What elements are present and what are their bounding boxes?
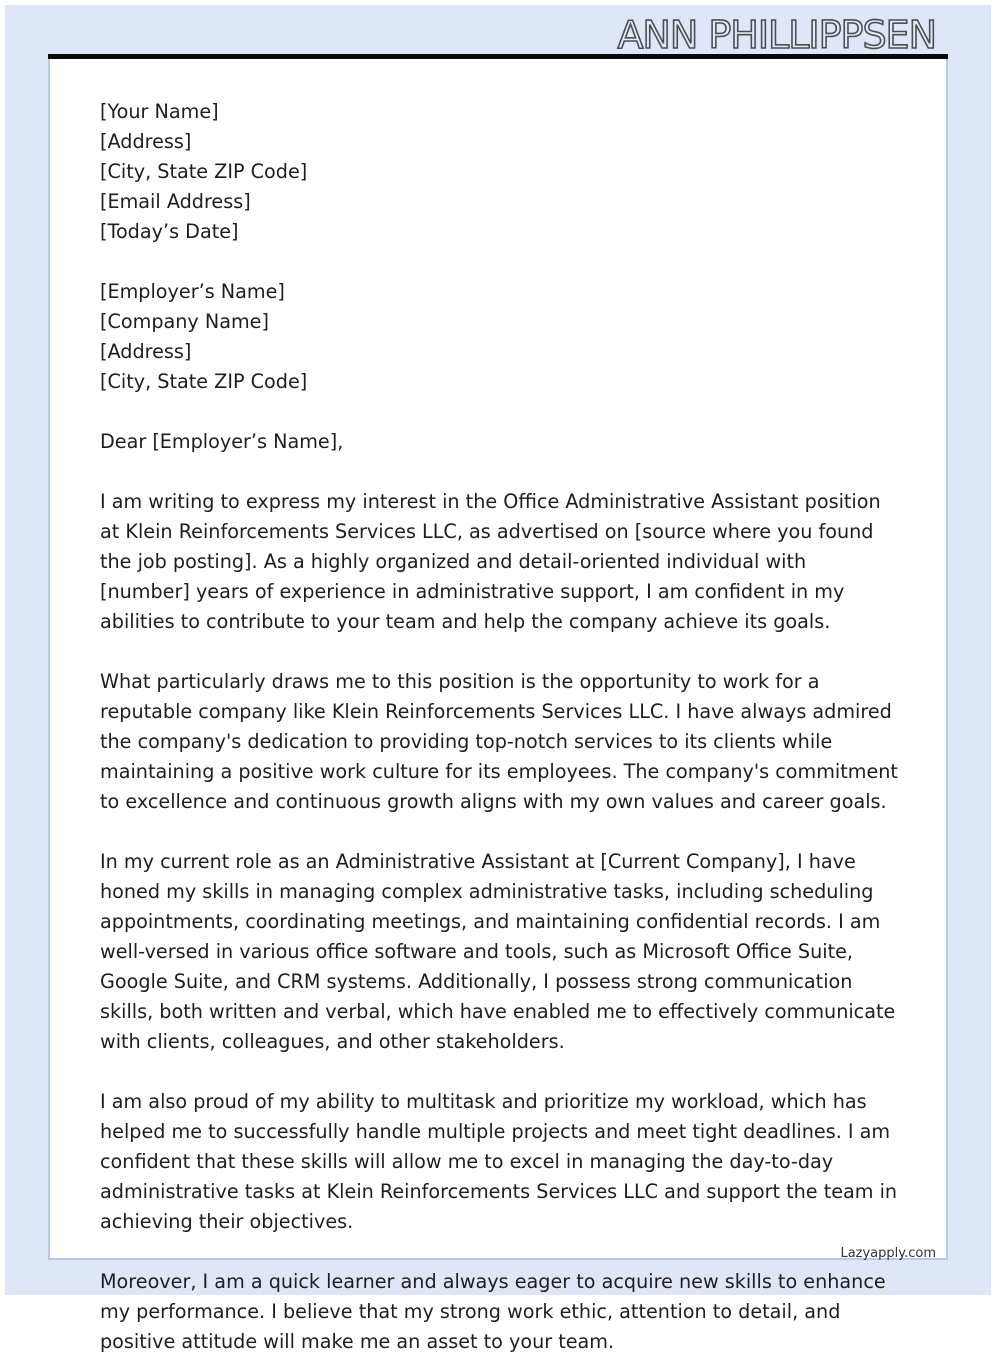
applicant-name-heading: ANN PHILLIPPSEN: [617, 13, 936, 57]
sender-city-state-zip: [City, State ZIP Code]: [100, 160, 308, 183]
watermark-text: Lazyapply.com: [840, 1246, 936, 1261]
recipient-block: [100, 277, 900, 397]
sender-address: [Address]: [100, 130, 192, 153]
recipient-city-state-zip: [City, State ZIP Code]: [100, 370, 308, 393]
body-paragraph: Moreover, I am a quick learner and always eager to acquire new skills to enhance my performance. I believe that my strong work ethic, attention to detail, and positive attitude will make me an asset to your team.: [100, 1270, 886, 1353]
body-paragraph: What particularly draws me to this position is the opportunity to work for a reputable company like Klein Reinforcements Services LLC. I have always admired the company's dedication to providing top-notch services to its clients while maintaining a positive work culture for its employees. The company's commitment to excellence and continuous growth aligns with my own values and career goals.: [100, 670, 898, 813]
recipient-company-name: [Company Name]: [100, 310, 269, 333]
body-paragraph: In my current role as an Administrative Assistant at [Current Company], I have honed my skills in managing complex administrative tasks, including scheduling appointments, coordinating meetings, and maintaining confidential records. I am well-versed in various office software and tools, such as Microsoft Office Suite, Google Suite, and CRM systems. Additionally, I possess strong communication skills, both written and verbal, which have enabled me to effectively communicate with clients, colleagues, and other stakeholders.: [100, 850, 896, 1053]
body-paragraph: I am writing to express my interest in the Office Administrative Assistant position at Klein Reinforcements Services LLC, as advertised on [source where you found the job posting]. As a highly organized and detail-oriented individual with [number] years of experience in administrative support, I am confident in my abilities to contribute to your team and help the company achieve its goals.: [100, 490, 881, 633]
letter-paragraphs: [100, 487, 900, 1357]
salutation: Dear [Employer’s Name],: [100, 430, 344, 453]
letter-date: [Today’s Date]: [100, 220, 239, 243]
sender-name: [Your Name]: [100, 100, 219, 123]
sender-email: [Email Address]: [100, 190, 251, 213]
cover-letter-body: [100, 97, 900, 1357]
recipient-employer-name: [Employer’s Name]: [100, 280, 285, 303]
recipient-address: [Address]: [100, 340, 192, 363]
sender-block: [100, 97, 900, 247]
body-paragraph: I am also proud of my ability to multitask and prioritize my workload, which has helped me to successfully handle multiple projects and meet tight deadlines. I am confident that these skills will allow me to excel in managing the day-to-day administrative tasks at Klein Reinforcements Services LLC and support the team in achieving their objectives.: [100, 1090, 898, 1233]
